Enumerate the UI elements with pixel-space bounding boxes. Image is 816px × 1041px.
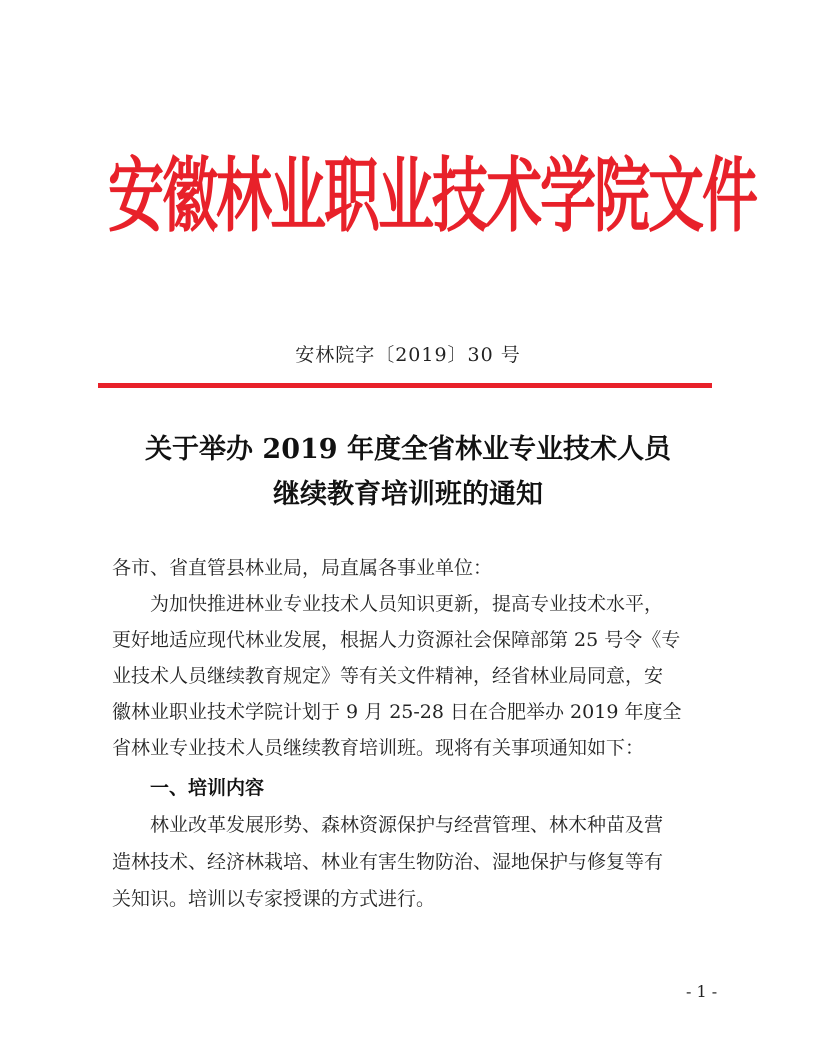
notice-title-line-1: 关于举办 2019 年度全省林业专业技术人员 [145, 434, 671, 465]
issuer-title: 安徽林业职业技术学院文件 [108, 150, 756, 245]
intro-line: 省林业专业技术人员继续教育培训班。现将有关事项通知如下： [112, 737, 645, 759]
section-line: 造林技术、经济林栽培、林业有害生物防治、湿地保护与修复等有 [112, 851, 664, 873]
salutation: 各市、省直管县林业局，局直属各事业单位： [112, 557, 493, 579]
notice-title-line-2: 继续教育培训班的通知 [273, 479, 543, 510]
red-separator-line [98, 383, 712, 388]
intro-line: 徽林业职业技术学院计划于 9 月 25-28 日在合肥举办 2019 年度全 [112, 701, 682, 723]
section-line: 关知识。培训以专家授课的方式进行。 [112, 888, 436, 910]
section-line: 林业改革发展形势、森林资源保护与经营管理、林木种苗及营 [112, 814, 664, 836]
section-heading-training-content: 一、培训内容 [150, 777, 265, 799]
intro-line: 更好地适应现代林业发展，根据人力资源社会保障部第 25 号令《专 [112, 629, 681, 651]
document-number: 安林院字〔2019〕30 号 [295, 344, 521, 366]
page-number: - 1 - [686, 982, 718, 1001]
intro-line: 业技术人员继续教育规定》等有关文件精神，经省林业局同意，安 [112, 665, 664, 687]
intro-line: 为加快推进林业专业技术人员知识更新，提高专业技术水平， [112, 593, 664, 615]
